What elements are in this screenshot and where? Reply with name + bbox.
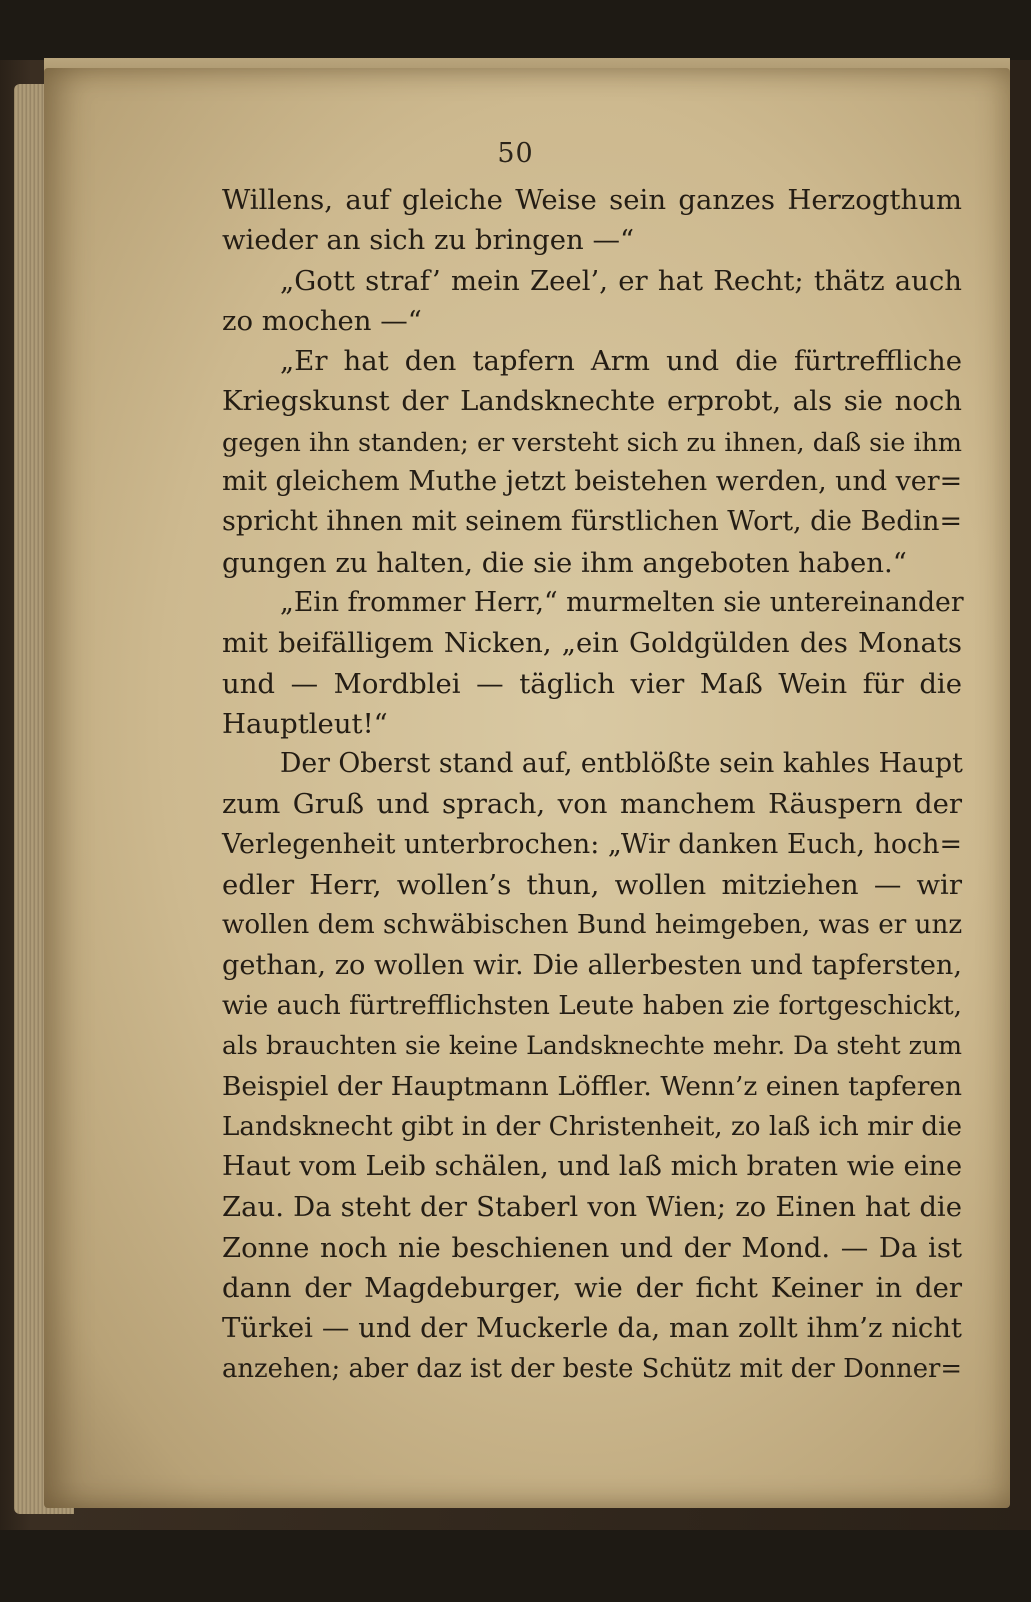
text-line: Türkei — und der Muckerle da, man zollt ihm’z nicht [222, 1312, 962, 1345]
text-line: dann der Magdeburger, wie der ficht Keiner in der [222, 1272, 962, 1305]
text-line: gegen ihn standen; er versteht sich zu ihnen, daß sie ihm [222, 426, 962, 457]
text-line: Hauptleut!“ [222, 707, 388, 740]
text-line: Zonne noch nie beschienen und der Mond. — Da ist [222, 1231, 962, 1264]
text-line: spricht ihnen mit seinem fürstlichen Wort, die Bedin= [222, 506, 963, 538]
page-number: 50 [497, 138, 534, 169]
text-line: Verlegenheit unterbrochen: „Wir danken Euch, hoch= [222, 828, 962, 860]
text-line: Willens, auf gleiche Weise sein ganzes Herzogthum [222, 184, 962, 216]
text-line: Beispiel der Hauptmann Löffler. Wenn’z einen tapferen [222, 1070, 962, 1102]
text-line: zo mochen —“ [222, 304, 422, 337]
text-line: anzehen; aber daz ist der beste Schütz mit der Donner= [222, 1353, 962, 1384]
text-line: Haut vom Leib schälen, und laß mich braten wie eine [222, 1151, 963, 1183]
text-line: Landsknecht gibt in der Christenheit, zo laß ich mir die [222, 1111, 962, 1142]
text-line: Zau. Da steht der Staberl von Wien; zo Einen hat die [222, 1191, 962, 1224]
text-line: zum Gruß und sprach, von manchem Räuspern der [222, 788, 962, 821]
page-text [222, 180, 962, 1389]
text-line: „Er hat den tapfern Arm und die fürtreffliche [280, 345, 962, 378]
text-line: mit gleichem Muthe jetzt beistehen werden, und ver= [222, 466, 963, 498]
text-line: gungen zu halten, die sie ihm angeboten haben.“ [222, 546, 907, 579]
text-line: Der Oberst stand auf, entblößte sein kahles Haupt [280, 748, 963, 780]
text-line: und — Mordblei — täglich vier Maß Wein für die [222, 667, 962, 700]
text-line: wieder an sich zu bringen —“ [222, 224, 635, 257]
text-line: wie auch fürtrefflichsten Leute haben zie fortgeschickt, [222, 990, 962, 1021]
text-line: als brauchten sie keine Landsknechte mehr. Da steht zum [222, 1031, 962, 1061]
text-line: „Ein frommer Herr,“ murmelten sie untereinander [280, 586, 964, 618]
text-line: Kriegskunst der Landsknechte erprobt, als sie noch [222, 385, 962, 418]
text-line: „Gott straf’ mein Zeel’, er hat Recht; thätz auch [280, 264, 962, 297]
text-line: gethan, zo wollen wir. Die allerbesten und tapfersten, [222, 949, 962, 981]
text-line: wollen dem schwäbischen Bund heimgeben, was er unz [222, 910, 963, 941]
text-line: edler Herr, wollen’s thun, wollen mitziehen — wir [222, 869, 962, 902]
text-line: mit beifälligem Nicken, „ein Goldgülden des Monats [222, 627, 962, 660]
